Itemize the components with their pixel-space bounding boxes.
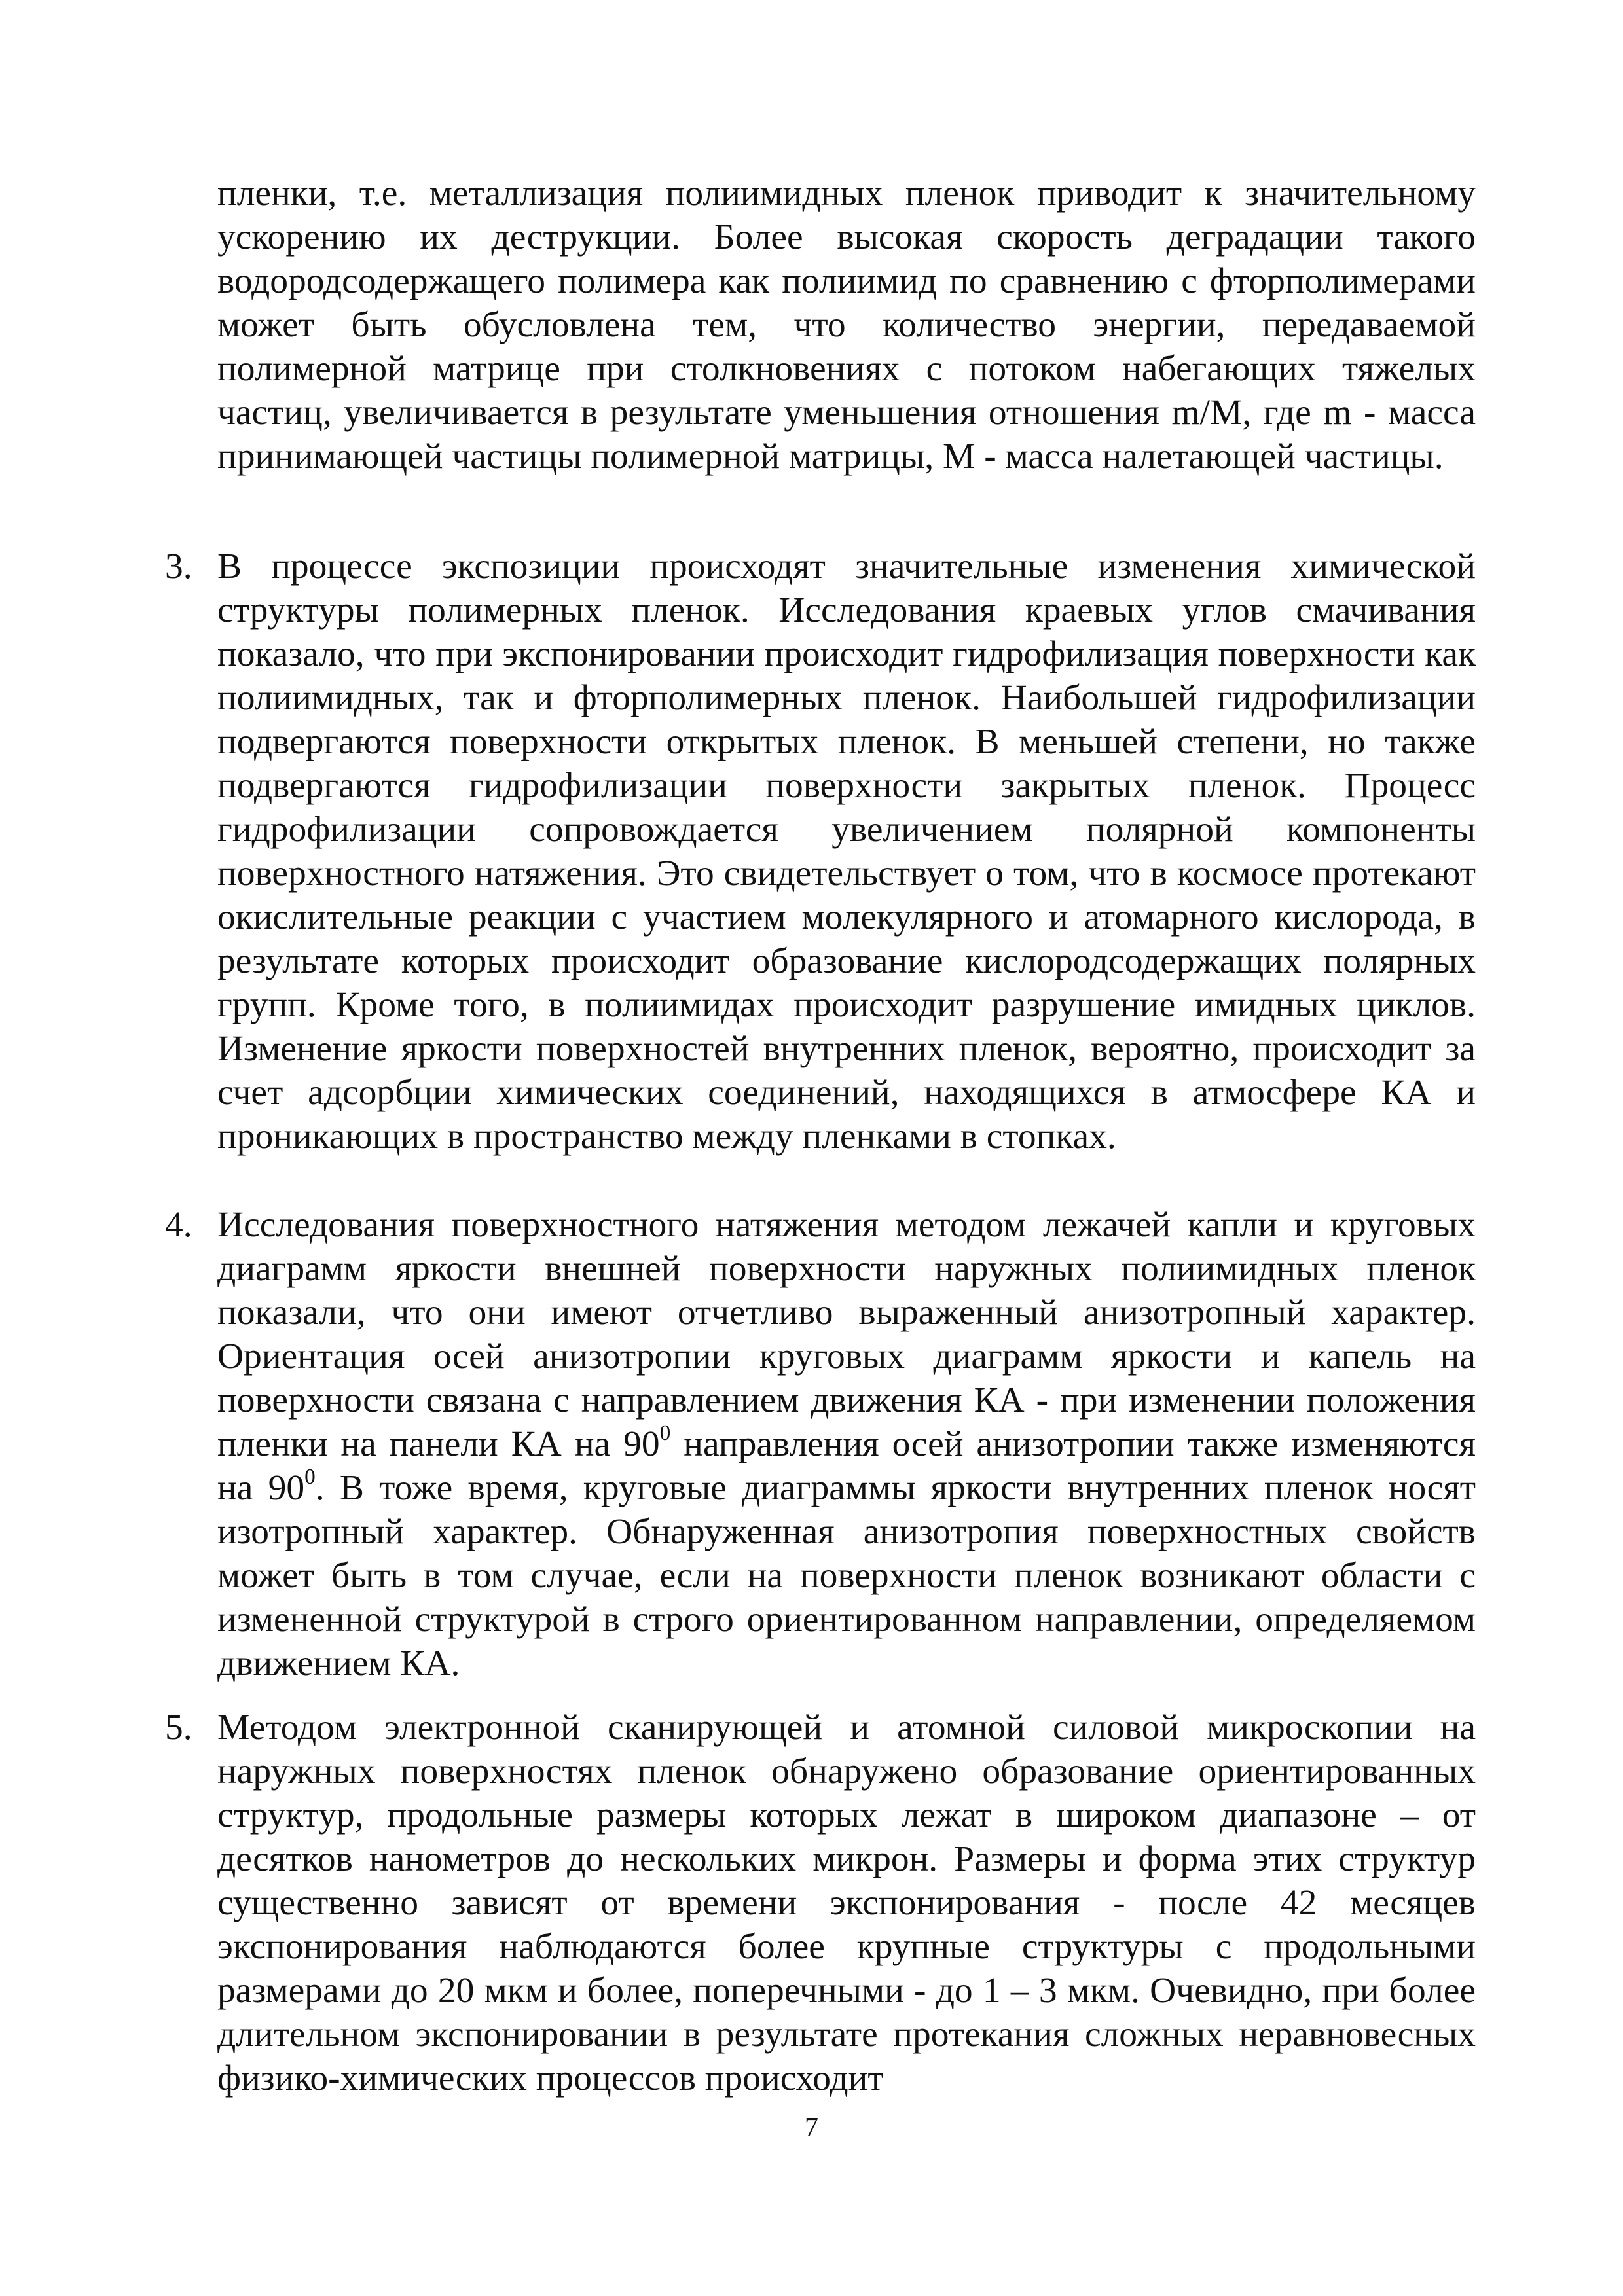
- page-number: 7: [805, 2113, 818, 2143]
- list-item-4: [165, 1203, 1476, 1685]
- text-segment: . В тоже время, круговые диаграммы яркости внутренних пленок носят изотропный характер. Обнаруженная анизотропия поверхностных свойств может быть в том случае, если на поверхности пленок возникают области с измененной структурой в строго ориентированном направлении, определяемом движением КА.: [217, 1468, 1476, 1683]
- list-item-text: В процессе экспозиции происходят значительные изменения химической структуры полимерных пленок. Исследования краевых углов смачивания показало, что при экспонировании происходит гидрофилизация поверхности как полиимидных, так и фторполимерных пленок. Наибольшей гидрофилизации подвергаются поверхности открытых пленок. В меньшей степени, но также подвергаются гидрофилизации поверхности закрытых пленок. Процесс гидрофилизации сопровождается увеличением полярной компоненты поверхностного натяжения. Это свидетельствует о том, что в космосе протекают окислительные реакции с участием молекулярного и атомарного кислорода, в результате которых происходит образование кислородсодержащих полярных групп. Кроме того, в полиимидах происходит разрушение имидных циклов. Изменение яркости поверхностей внутренних пленок, вероятно, происходит за счет адсорбции химических соединений, находящихся в атмосфере КА и проникающих в пространство между пленками в стопках.: [217, 547, 1476, 1157]
- list-item-text: Методом электронной сканирующей и атомной силовой микроскопии на наружных поверхностях пленок обнаружено образование ориентированных структур, продольные размеры которых лежат в широком диапазоне – от десятков нанометров до нескольких микрон. Размеры и форма этих структур существенно зависят от времени экспонирования - после 42 месяцев экспонирования наблюдаются более крупные структуры с продольными размерами до 20 мкм и более, поперечными - до 1 – 3 мкм. Очевидно, при более длительном экспонировании в результате протекания сложных неравновесных физико-химических процессов происходит: [217, 1708, 1476, 2098]
- text-segment: направления осей анизотропии также изменяются на 90: [217, 1424, 1476, 1508]
- degree-superscript: 0: [659, 1420, 671, 1445]
- degree-superscript: 0: [304, 1464, 316, 1489]
- list-item-3: [165, 545, 1476, 1158]
- text-segment: Исследования поверхностного натяжения методом лежачей капли и круговых диаграмм яркости внешней поверхности наружных полиимидных пленок показали, что они имеют отчетливо выраженный анизотропный характер. Ориентация осей анизотропии круговых диаграмм яркости и капель на поверхности связана с направлением движения КА - при изменении положения пленки на панели КА на 90: [217, 1205, 1476, 1464]
- list-item-number: 4.: [165, 1205, 192, 1245]
- list-item-5: [165, 1706, 1476, 2100]
- list-item-text: [217, 1203, 1476, 1685]
- list-item-number: 5.: [165, 1708, 192, 1748]
- intro-paragraph: пленки, т.е. металлизация полиимидных пленок приводит к значительному ускорению их деструкции. Более высокая скорость деградации такого водородсодержащего полимера как полиимид по сравнению с фторполимерами может быть обусловлена тем, что количество энергии, передаваемой полимерной матрице при столкновениях с потоком набегающих тяжелых частиц, увеличивается в результате уменьшения отношения m/M, где m - масса принимающей частицы полимерной матрицы, М - масса налетающей частицы.: [217, 173, 1476, 476]
- list-item-number: 3.: [165, 547, 192, 586]
